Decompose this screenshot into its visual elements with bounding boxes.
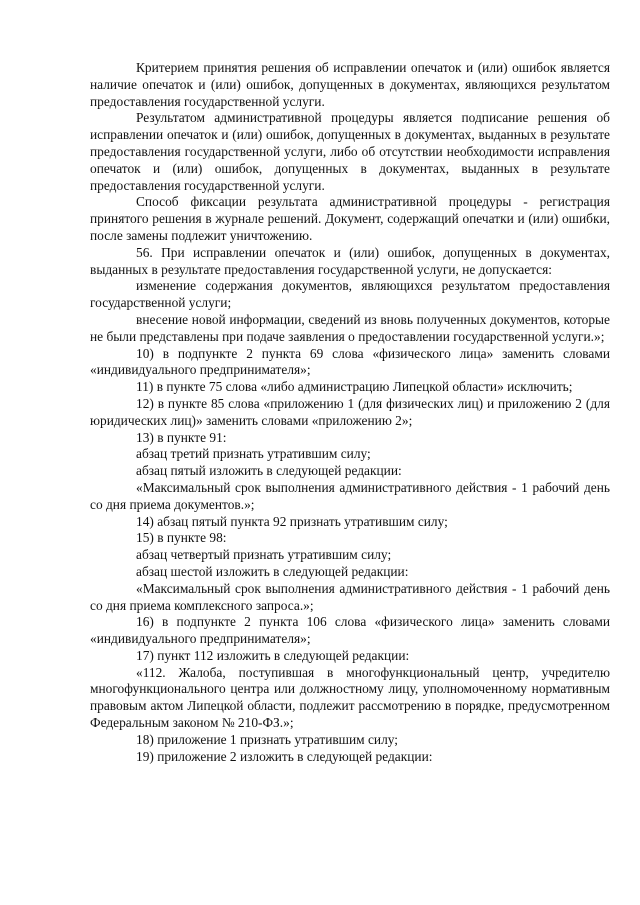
paragraph: 11) в пункте 75 слова «либо администрацию Липецкой области» исключить; [136,379,573,395]
paragraph: внесение новой информации, сведений из вновь полученных документов, которые не были представлены при подаче заявления о предоставлении государственной услуги.»; [90,311,610,344]
paragraph: абзац шестой изложить в следующей редакции: [136,563,409,579]
paragraph: Критерием принятия решения об исправлении опечаток и (или) ошибок является наличие опечаток и (или) ошибок, допущенных в документах, являющихся результатом предоставления государственной услуги. [90,60,610,109]
paragraph: абзац четвертый признать утратившим силу; [136,547,392,563]
paragraph: Результатом административной процедуры является подписание решения об исправлении опечаток и (или) ошибок, допущенных в документах, выданных в результате предоставления государственной услуги, либо об отсутствии необходимости исправления опечаток и (или) ошибок, допущенных в документах, выданных в результате предоставления государственной услуги. [90,110,610,193]
paragraph: Способ фиксации результата административной процедуры - регистрация принятого решения в журнале решений. Документ, содержащий опечатки и (или) ошибки, после замены подлежит уничтожению. [90,194,610,243]
paragraph: изменение содержания документов, являющихся результатом предоставления государственной услуги; [90,278,610,311]
paragraph: 15) в пункте 98: [136,530,227,546]
paragraph: 12) в пункте 85 слова «приложению 1 (для физических лиц) и приложению 2 (для юридических лиц)» заменить словами «приложению 2»; [90,395,610,428]
paragraph: 16) в подпункте 2 пункта 106 слова «физического лица» заменить словами «индивидуального предпринимателя»; [90,614,610,647]
paragraph: абзац третий признать утратившим силу; [136,446,371,462]
document-page [90,60,610,765]
paragraph: 14) абзац пятый пункта 92 признать утратившим силу; [136,513,448,529]
paragraph: «112. Жалоба, поступившая в многофункциональный центр, учредителю многофункционального центра или должностному лицу, уполномоченному нормативным правовым актом Липецкой области, подлежит рассмотрению в порядке, предусмотренном Федеральным законом № 210-ФЗ.»; [90,664,610,731]
paragraph: 13) в пункте 91: [136,429,227,445]
paragraph: 10) в подпункте 2 пункта 69 слова «физического лица» заменить словами «индивидуального предпринимателя»; [90,345,610,378]
paragraph: 18) приложение 1 признать утратившим силу; [136,731,399,747]
paragraph: 19) приложение 2 изложить в следующей редакции: [136,748,433,764]
paragraph: абзац пятый изложить в следующей редакции: [136,463,402,479]
paragraph: 17) пункт 112 изложить в следующей редакции: [136,647,410,663]
paragraph: 56. При исправлении опечаток и (или) ошибок, допущенных в документах, выданных в результате предоставления государственной услуги, не допускается: [90,244,610,277]
paragraph: «Максимальный срок выполнения административного действия - 1 рабочий день со дня приема комплексного запроса.»; [90,580,610,613]
paragraph: «Максимальный срок выполнения административного действия - 1 рабочий день со дня приема документов.»; [90,479,610,512]
